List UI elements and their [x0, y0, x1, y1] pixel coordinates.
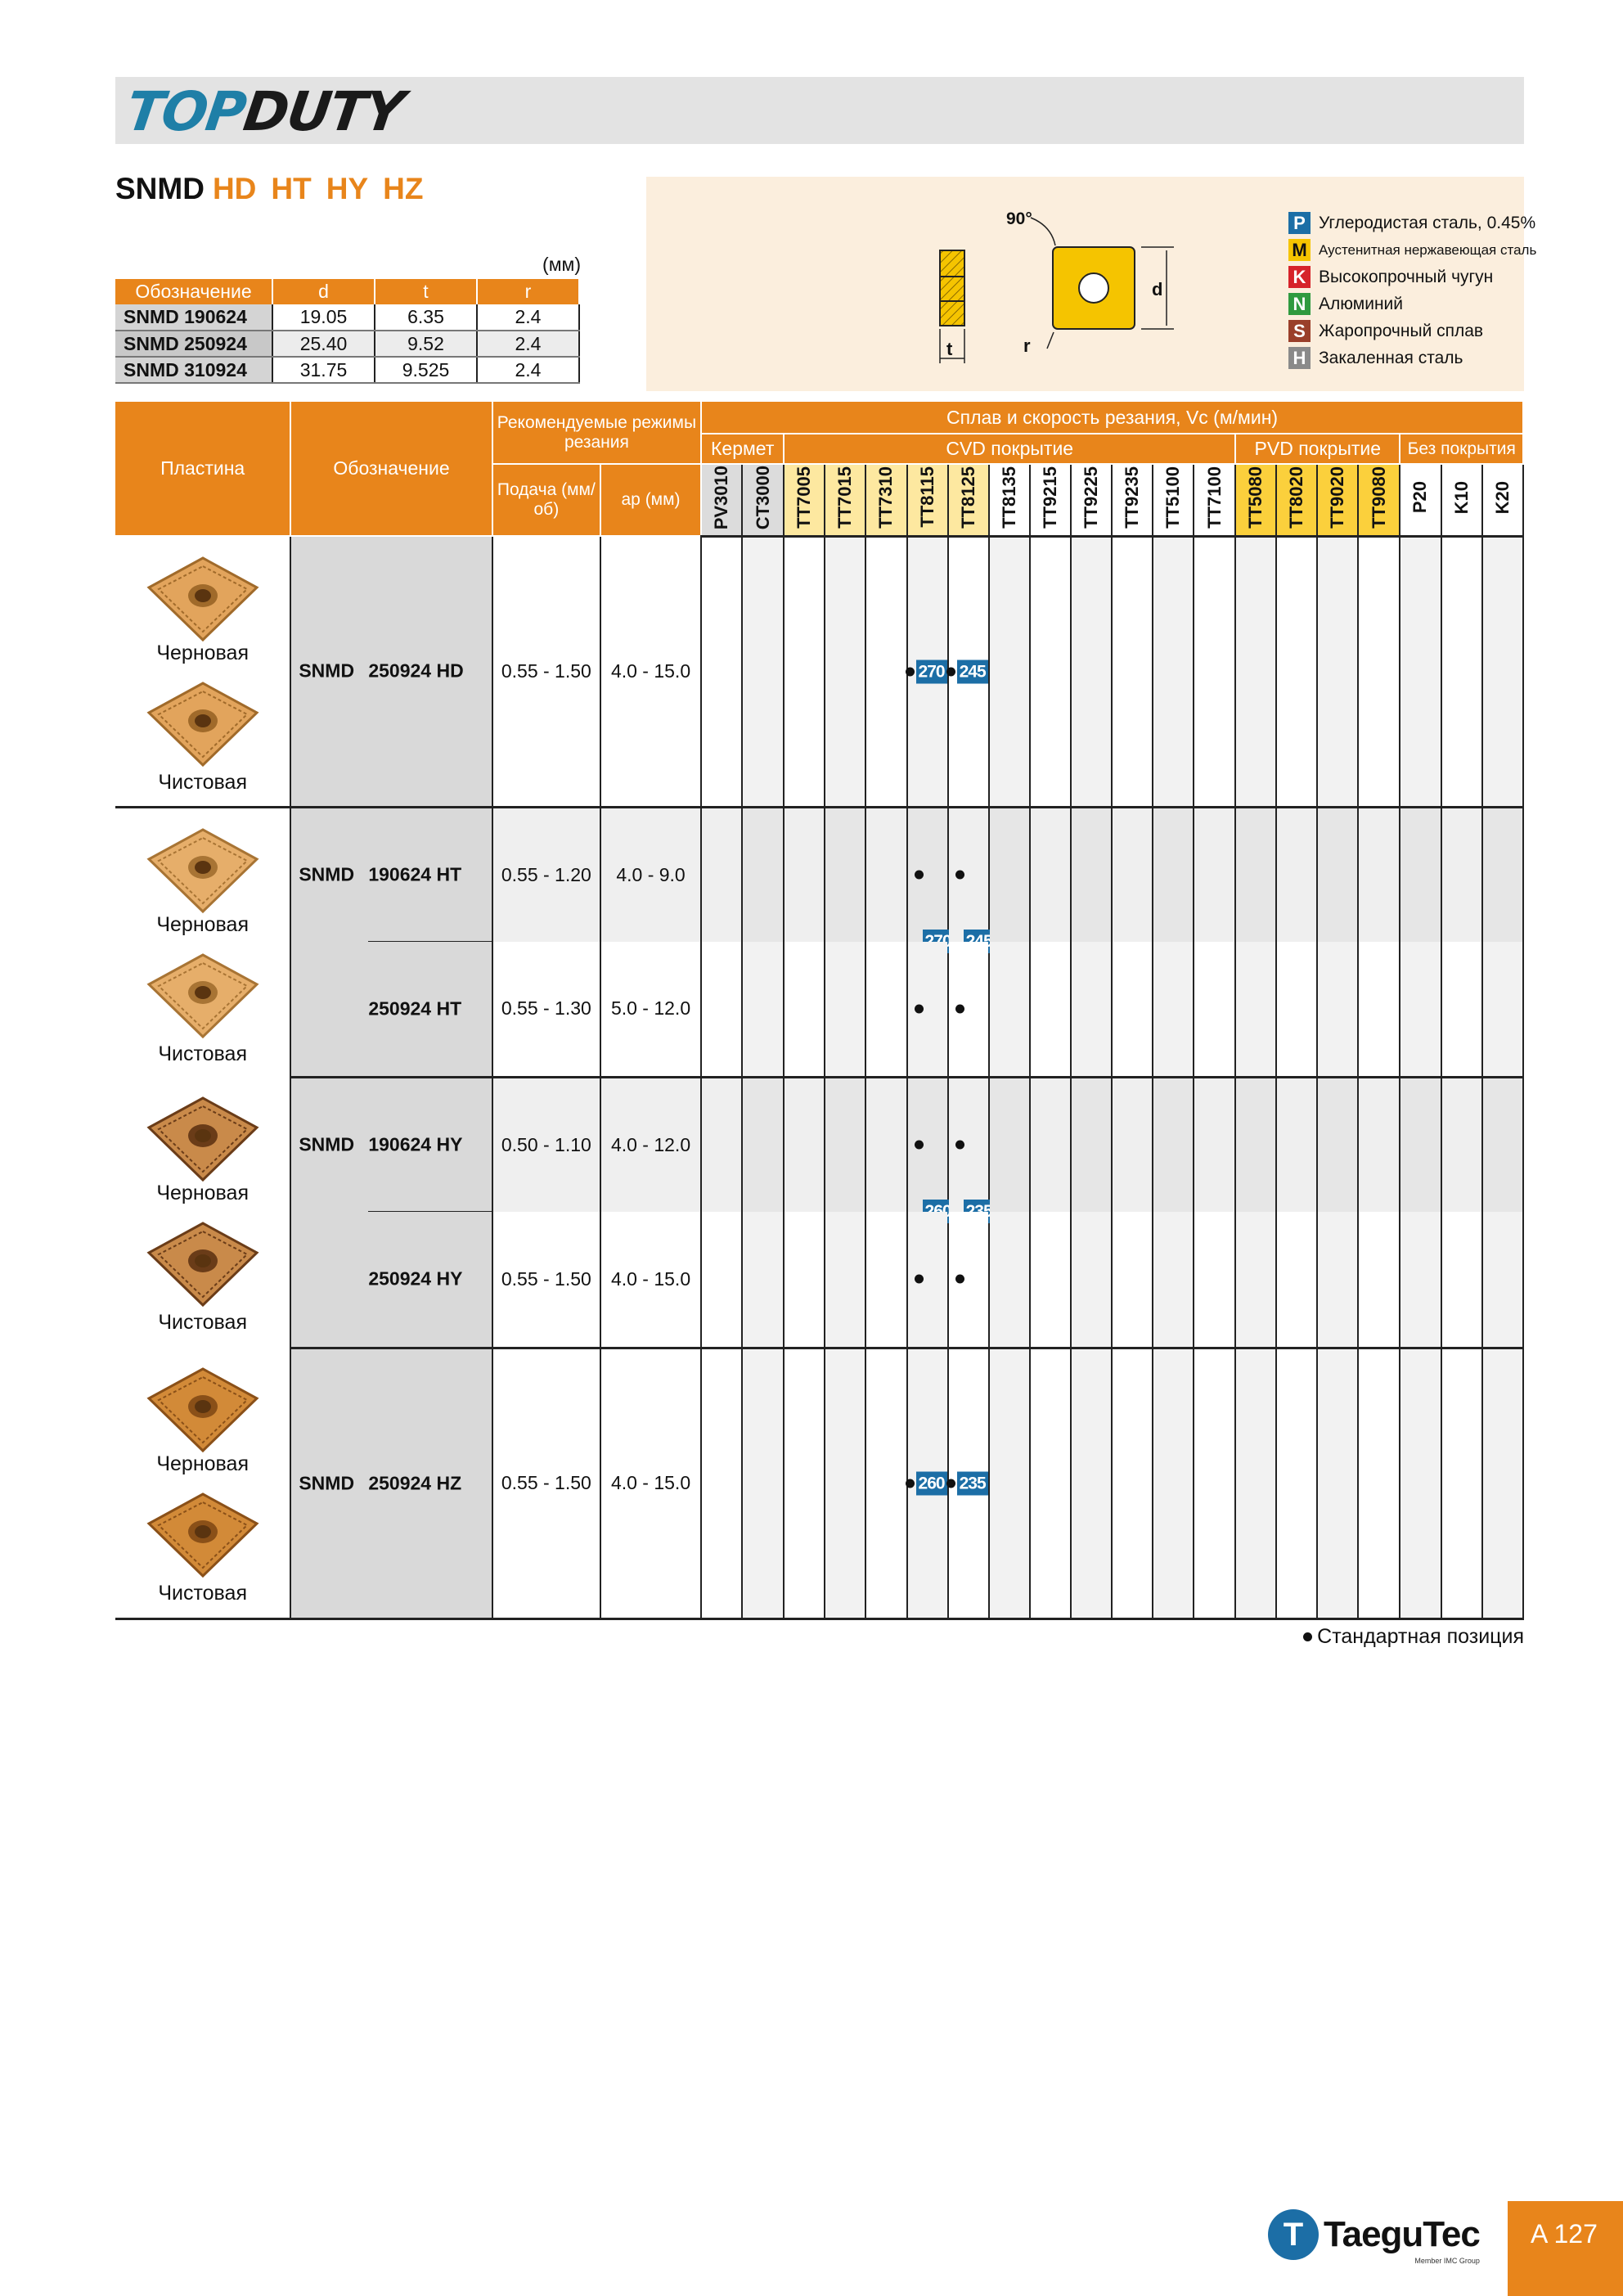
legend-item — [1288, 290, 1536, 317]
designation-code: 250924 HD — [368, 660, 464, 682]
grade-cell — [825, 807, 865, 942]
grade-cell — [1030, 1212, 1071, 1348]
dims-cell: SNMD 310924 — [115, 357, 272, 383]
grade-cell — [948, 1348, 989, 1618]
finish-label: Чистовая — [158, 1311, 247, 1334]
group-cvd: CVD покрытие — [784, 434, 1235, 464]
grade-cell — [907, 1212, 948, 1348]
dims-cell: SNMD 250924 — [115, 331, 272, 357]
grade-cell — [701, 807, 742, 942]
material-legend — [1288, 209, 1536, 371]
grade-cell — [1194, 807, 1235, 942]
grade-cell — [1441, 942, 1482, 1077]
legend-letter: N — [1288, 293, 1311, 315]
standard-dot — [955, 1141, 964, 1150]
legend-label: Аустенитная нержавеющая сталь — [1319, 241, 1537, 258]
standard-dot — [946, 667, 955, 676]
ap-cell: 4.0 - 12.0 — [600, 1077, 701, 1212]
grade-cell — [825, 1212, 865, 1348]
grade-cell — [701, 942, 742, 1077]
grade-cell — [1071, 807, 1112, 942]
legend-letter: M — [1288, 239, 1311, 261]
grade-cell — [1030, 1348, 1071, 1618]
brand-name: TaeguTec — [1324, 2214, 1480, 2254]
grade-header: TT9235 — [1112, 464, 1153, 536]
grade-cell — [784, 942, 825, 1077]
grade-cell — [1441, 1077, 1482, 1212]
grade-cell — [1358, 942, 1400, 1077]
grade-cell — [784, 1212, 825, 1348]
designation-prefix: SNMD — [299, 1472, 355, 1493]
grade-cell — [1400, 1212, 1441, 1348]
grade-cell — [1276, 807, 1317, 942]
group-pvd: PVD покрытие — [1235, 434, 1400, 464]
dimensions-table — [115, 279, 580, 384]
grade-cell — [1112, 807, 1153, 942]
grade-cell — [1071, 536, 1112, 807]
grade-cell — [1482, 536, 1523, 807]
grade-cell — [1112, 1348, 1153, 1618]
grade-cell — [1276, 942, 1317, 1077]
finish-insert-image — [146, 1220, 260, 1310]
grade-cell — [907, 536, 948, 807]
brand-subtitle: Member IMC Group — [1414, 2257, 1480, 2265]
grade-cell — [701, 1348, 742, 1618]
grade-table — [115, 402, 1524, 1620]
standard-dot — [915, 1275, 924, 1284]
designation-cell — [290, 1077, 492, 1212]
grade-cell — [1400, 1348, 1441, 1618]
header-feed: Подача (мм/об) — [492, 464, 600, 536]
grade-cell — [1317, 807, 1358, 942]
grade-cell — [865, 807, 906, 942]
grade-cell — [784, 1348, 825, 1618]
grade-header: TT9080 — [1358, 464, 1400, 536]
grade-cell — [784, 536, 825, 807]
grade-cell — [865, 1348, 906, 1618]
table-row — [115, 942, 1523, 1077]
grade-cell — [989, 1212, 1030, 1348]
grade-cell — [989, 942, 1030, 1077]
grade-cell — [742, 1212, 784, 1348]
ap-cell: 4.0 - 15.0 — [600, 536, 701, 807]
ap-cell: 4.0 - 9.0 — [600, 807, 701, 942]
grade-cell — [1358, 807, 1400, 942]
plate-image-cell — [115, 1077, 290, 1348]
grade-cell — [825, 942, 865, 1077]
variant-hy: HY — [326, 172, 369, 205]
grade-cell — [1112, 1077, 1153, 1212]
feed-cell: 0.55 - 1.50 — [492, 1348, 600, 1618]
grade-cell — [742, 1077, 784, 1212]
series-name: SNMD — [115, 172, 205, 205]
grade-cell — [865, 942, 906, 1077]
feed-cell: 0.55 - 1.30 — [492, 942, 600, 1077]
grade-header: TT8125 — [948, 464, 989, 536]
finish-label: Чистовая — [158, 771, 247, 794]
legend-letter: S — [1288, 320, 1311, 342]
dims-cell: 31.75 — [272, 357, 375, 383]
grade-cell — [1317, 1348, 1358, 1618]
grade-header: TT9225 — [1071, 464, 1112, 536]
d-label: d — [1152, 279, 1163, 299]
header-plate: Пластина — [115, 402, 290, 536]
grade-header: TT8115 — [907, 464, 948, 536]
designation-cell — [290, 1348, 492, 1618]
grade-cell — [1276, 536, 1317, 807]
grade-cell — [784, 1077, 825, 1212]
designation-code: 250924 HY — [368, 1267, 463, 1290]
standard-note: Стандартная позиция — [1303, 1625, 1524, 1649]
grade-cell — [1400, 942, 1441, 1077]
grade-cell — [989, 1348, 1030, 1618]
topduty-logo: TOPDUTY — [122, 80, 407, 143]
grade-cell — [1317, 942, 1358, 1077]
grade-cell — [907, 1077, 948, 1212]
grade-cell — [1153, 807, 1194, 942]
designation-cell — [290, 1212, 492, 1348]
finish-insert-image — [146, 1491, 260, 1581]
grade-cell — [1235, 942, 1276, 1077]
standard-dot — [915, 1141, 924, 1150]
grade-cell — [1194, 1348, 1235, 1618]
grade-cell — [1071, 1077, 1112, 1212]
standard-dot — [915, 1004, 924, 1013]
finish-label: Чистовая — [158, 1042, 247, 1065]
dims-row — [115, 331, 579, 357]
standard-dot — [906, 1479, 915, 1488]
grade-cell — [825, 1077, 865, 1212]
dims-header: d — [272, 279, 375, 304]
standard-dot — [955, 871, 964, 880]
grade-header: PV3010 — [701, 464, 742, 536]
grade-cell — [1153, 1348, 1194, 1618]
dims-row — [115, 304, 579, 331]
grade-cell — [1112, 536, 1153, 807]
designation-prefix: SNMD — [299, 1133, 355, 1155]
grade-cell — [784, 807, 825, 942]
header-ap: ap (мм) — [600, 464, 701, 536]
unit-label: (мм) — [542, 254, 581, 275]
grade-cell — [1317, 1212, 1358, 1348]
dims-cell: 19.05 — [272, 304, 375, 331]
designation-cell — [290, 536, 492, 807]
page-number: A 127 — [1508, 2201, 1623, 2296]
grade-cell — [1482, 1212, 1523, 1348]
grade-header: TT7005 — [784, 464, 825, 536]
grade-cell — [865, 1077, 906, 1212]
rough-label: Черновая — [156, 1452, 249, 1475]
grade-cell — [1235, 807, 1276, 942]
speed-badge: 245 — [957, 660, 988, 683]
rough-label: Черновая — [156, 1182, 249, 1204]
group-uncoated: Без покрытия — [1400, 434, 1523, 464]
plate-image-cell — [115, 807, 290, 1077]
grade-cell — [989, 536, 1030, 807]
grade-cell — [948, 536, 989, 807]
grade-cell — [907, 1348, 948, 1618]
grade-cell — [1030, 807, 1071, 942]
angle-label: 90° — [1006, 209, 1032, 228]
dims-header: Обозначение — [115, 279, 272, 304]
grade-cell — [1235, 536, 1276, 807]
legend-item — [1288, 317, 1536, 344]
grade-cell — [1400, 536, 1441, 807]
designation-prefix: SNMD — [299, 863, 355, 885]
grade-header: TT9215 — [1030, 464, 1071, 536]
grade-header: TT8020 — [1276, 464, 1317, 536]
designation-code: 250924 HT — [368, 997, 462, 1020]
grade-header: K10 — [1441, 464, 1482, 536]
grade-cell — [1112, 942, 1153, 1077]
grade-cell — [701, 1077, 742, 1212]
table-row — [115, 1212, 1523, 1348]
grade-cell — [1317, 536, 1358, 807]
grade-cell — [1194, 1077, 1235, 1212]
standard-dot — [906, 667, 915, 676]
grade-cell — [1358, 1348, 1400, 1618]
grade-cell — [1482, 1348, 1523, 1618]
grade-cell — [742, 536, 784, 807]
grade-cell — [701, 536, 742, 807]
dims-cell: SNMD 190624 — [115, 304, 272, 331]
variant-hz: HZ — [383, 172, 424, 205]
grade-header: TT5100 — [1153, 464, 1194, 536]
standard-dot — [946, 1479, 955, 1488]
grade-cell — [825, 536, 865, 807]
grade-cell — [1194, 536, 1235, 807]
t-label: t — [946, 339, 953, 359]
legend-label: Углеродистая сталь, 0.45% — [1319, 213, 1536, 232]
grade-cell — [825, 1348, 865, 1618]
grade-header: TT8135 — [989, 464, 1030, 536]
grade-cell — [1276, 1348, 1317, 1618]
dims-cell: 6.35 — [375, 304, 477, 331]
grade-cell — [1194, 942, 1235, 1077]
grade-cell — [1441, 807, 1482, 942]
grade-header: K20 — [1482, 464, 1523, 536]
header-alloy: Сплав и скорость резания, Vc (м/мин) — [701, 402, 1523, 434]
grade-cell — [1112, 1212, 1153, 1348]
grade-cell — [1441, 1348, 1482, 1618]
rough-insert-image — [146, 555, 260, 645]
grade-cell — [1030, 942, 1071, 1077]
grade-cell — [742, 942, 784, 1077]
variant-hd: HD — [212, 172, 257, 205]
grade-cell — [948, 1077, 989, 1212]
table-row — [115, 1077, 1523, 1212]
legend-label: Закаленная сталь — [1319, 348, 1463, 367]
table-row — [115, 1348, 1523, 1618]
plate-image-cell — [115, 536, 290, 807]
header-band — [115, 77, 1524, 144]
grade-cell — [907, 807, 948, 942]
legend-item — [1288, 263, 1536, 290]
dims-row — [115, 357, 579, 383]
grade-header: TT7015 — [825, 464, 865, 536]
grade-cell — [1400, 807, 1441, 942]
finish-insert-image — [146, 952, 260, 1042]
r-label: r — [1023, 335, 1031, 356]
grade-cell — [989, 1077, 1030, 1212]
grade-header: TT9020 — [1317, 464, 1358, 536]
grade-cell — [1482, 942, 1523, 1077]
grade-cell — [1358, 1077, 1400, 1212]
grade-cell — [1482, 807, 1523, 942]
designation-cell — [290, 942, 492, 1077]
grade-cell — [1071, 942, 1112, 1077]
designation-code: 190624 HY — [368, 1133, 463, 1155]
page-title — [115, 172, 438, 206]
header-designation: Обозначение — [290, 402, 492, 536]
finish-insert-image — [146, 680, 260, 770]
grade-cell — [1235, 1212, 1276, 1348]
legend-item — [1288, 209, 1536, 236]
table-row — [115, 807, 1523, 942]
grade-cell — [742, 807, 784, 942]
dims-cell: 2.4 — [477, 331, 579, 357]
grade-cell — [865, 1212, 906, 1348]
designation-cell — [290, 807, 492, 942]
grade-header: CT3000 — [742, 464, 784, 536]
feed-cell: 0.55 - 1.50 — [492, 1212, 600, 1348]
table-row — [115, 536, 1523, 807]
grade-cell — [1153, 536, 1194, 807]
grade-cell — [989, 807, 1030, 942]
grade-cell — [701, 1212, 742, 1348]
insert-diagram-panel — [646, 177, 1537, 391]
speed-badge: 260 — [916, 1471, 947, 1495]
grade-cell — [1153, 1212, 1194, 1348]
legend-label: Алюминий — [1319, 294, 1404, 313]
legend-item — [1288, 236, 1536, 263]
designation-code: 190624 HT — [368, 863, 462, 885]
rough-insert-image — [146, 1366, 260, 1456]
grade-cell — [1235, 1077, 1276, 1212]
legend-label: Высокопрочный чугун — [1319, 267, 1494, 286]
grade-header: TT7100 — [1194, 464, 1235, 536]
feed-cell: 0.55 - 1.50 — [492, 536, 600, 807]
legend-letter: K — [1288, 266, 1311, 288]
finish-label: Чистовая — [158, 1582, 247, 1605]
grade-cell — [1482, 1077, 1523, 1212]
grade-header: TT5080 — [1235, 464, 1276, 536]
grade-cell — [948, 942, 989, 1077]
legend-item — [1288, 344, 1536, 371]
grade-cell — [1030, 536, 1071, 807]
dims-header: t — [375, 279, 477, 304]
standard-dot — [955, 1275, 964, 1284]
grade-cell — [948, 1212, 989, 1348]
ap-cell: 5.0 - 12.0 — [600, 942, 701, 1077]
rough-label: Черновая — [156, 912, 249, 936]
grade-cell — [1441, 1212, 1482, 1348]
grade-cell — [1276, 1077, 1317, 1212]
standard-dot — [955, 1004, 964, 1013]
taegutec-emblem-icon: T — [1268, 2209, 1319, 2260]
dims-cell: 9.525 — [375, 357, 477, 383]
group-cermet: Кермет — [701, 434, 784, 464]
standard-dot — [915, 871, 924, 880]
dims-cell: 25.40 — [272, 331, 375, 357]
grade-cell — [1358, 536, 1400, 807]
speed-badge: 270 — [916, 660, 947, 683]
plate-image-cell — [115, 1348, 290, 1618]
grade-header: P20 — [1400, 464, 1441, 536]
designation-prefix: SNMD — [299, 660, 355, 682]
taegutec-logo — [1268, 2209, 1480, 2265]
legend-letter: P — [1288, 212, 1311, 234]
grade-header: TT7310 — [865, 464, 906, 536]
grade-cell — [1153, 942, 1194, 1077]
grade-cell — [1276, 1212, 1317, 1348]
grade-cell — [1071, 1348, 1112, 1618]
rough-label: Черновая — [156, 642, 249, 664]
feed-cell: 0.55 - 1.20 — [492, 807, 600, 942]
grade-cell — [1400, 1077, 1441, 1212]
feed-cell: 0.50 - 1.10 — [492, 1077, 600, 1212]
ap-cell: 4.0 - 15.0 — [600, 1212, 701, 1348]
grade-cell — [948, 807, 989, 942]
variant-ht: HT — [271, 172, 312, 205]
rough-insert-image — [146, 1095, 260, 1185]
legend-letter: H — [1288, 347, 1311, 369]
dims-cell: 2.4 — [477, 304, 579, 331]
grade-cell — [1071, 1212, 1112, 1348]
legend-label: Жаропрочный сплав — [1319, 321, 1484, 340]
header-modes: Рекомендуемые режимы резания — [492, 402, 701, 464]
grade-cell — [1030, 1077, 1071, 1212]
designation-code: 250924 HZ — [368, 1472, 462, 1493]
grade-cell — [1235, 1348, 1276, 1618]
dims-cell: 9.52 — [375, 331, 477, 357]
grade-cell — [1194, 1212, 1235, 1348]
grade-cell — [1358, 1212, 1400, 1348]
rough-insert-image — [146, 826, 260, 916]
grade-cell — [1317, 1077, 1358, 1212]
grade-cell — [907, 942, 948, 1077]
dims-cell: 2.4 — [477, 357, 579, 383]
dims-header: r — [477, 279, 579, 304]
grade-cell — [865, 536, 906, 807]
grade-cell — [742, 1348, 784, 1618]
grade-cell — [1441, 536, 1482, 807]
ap-cell: 4.0 - 15.0 — [600, 1348, 701, 1618]
bullet-icon — [1303, 1632, 1312, 1641]
speed-badge: 235 — [957, 1471, 988, 1495]
grade-cell — [1153, 1077, 1194, 1212]
